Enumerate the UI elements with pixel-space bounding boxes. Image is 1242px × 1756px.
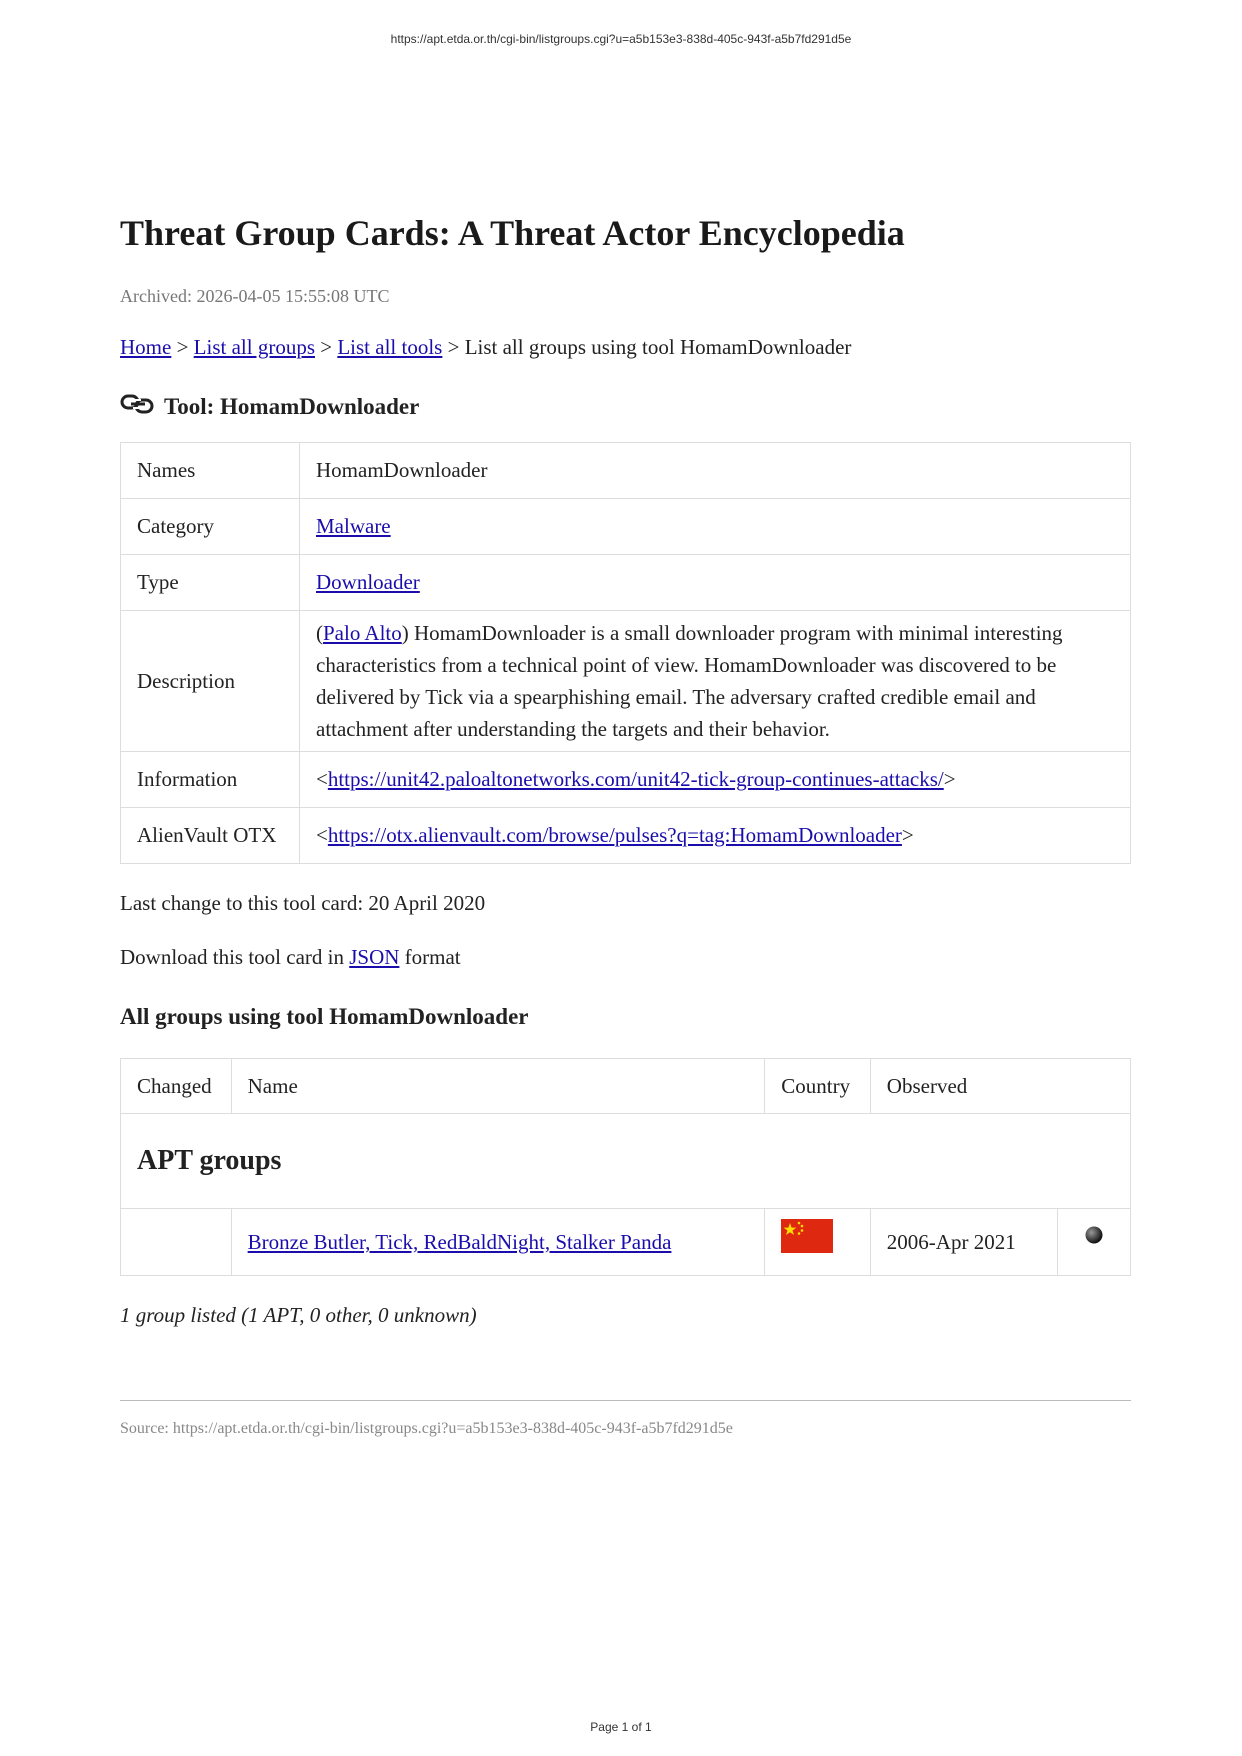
table-row <box>121 555 1131 611</box>
table-row <box>121 499 1131 555</box>
last-change-text: Last change to this tool card: 20 April 2020 <box>120 891 486 915</box>
breadcrumb-current: List all groups using tool HomamDownloader <box>464 335 852 359</box>
download-line <box>120 942 1131 972</box>
table-row <box>121 443 1131 499</box>
main-content <box>120 210 1131 1441</box>
archived-timestamp: Archived: 2026-04-05 15:55:08 UTC <box>120 286 390 306</box>
description-label: Description <box>121 611 300 752</box>
download-prefix: Download this tool card in <box>120 945 350 969</box>
description-open-paren: ( <box>316 621 323 645</box>
breadcrumb-separator: > <box>171 335 194 359</box>
groups-heading: All groups using tool HomamDownloader <box>120 1004 529 1029</box>
breadcrumb <box>120 332 1131 362</box>
type-label: Type <box>121 555 300 611</box>
angle-open: < <box>316 767 328 791</box>
type-cell <box>300 555 1131 611</box>
type-link[interactable]: Downloader <box>316 570 420 594</box>
row-observed: 2006-Apr 2021 <box>870 1209 1057 1276</box>
breadcrumb-separator: > <box>315 335 338 359</box>
information-label: Information <box>121 752 300 808</box>
row-name-cell <box>231 1209 765 1276</box>
page-header-url: https://apt.etda.or.th/cgi-bin/listgroups.cgi?u=a5b153e3-838d-405c-943f-a5b7fd291d5e <box>390 32 852 46</box>
section-row <box>121 1114 1131 1209</box>
source-line: Source: https://apt.etda.or.th/cgi-bin/listgroups.cgi?u=a5b153e3-838d-405c-943f-a5b7fd291d5e <box>120 1420 733 1437</box>
row-country-cell <box>765 1209 871 1276</box>
table-row <box>121 611 1131 752</box>
angle-open: < <box>316 823 328 847</box>
header-country: Country <box>765 1059 871 1114</box>
angle-close: > <box>943 767 956 791</box>
table-row <box>121 1209 1131 1276</box>
page-footer: Page 1 of 1 <box>590 1720 652 1734</box>
alienvault-label: AlienVault OTX <box>121 808 300 864</box>
section-apt-groups: APT groups <box>121 1114 1131 1209</box>
row-status-cell <box>1058 1209 1131 1276</box>
tool-heading <box>120 392 1131 422</box>
china-flag-icon <box>781 1219 833 1253</box>
tool-info-table <box>120 442 1131 864</box>
names-value: HomamDownloader <box>300 443 1131 499</box>
breadcrumb-separator: > <box>442 335 465 359</box>
alienvault-cell <box>300 808 1131 864</box>
tool-heading-text: Tool: HomamDownloader <box>164 394 420 419</box>
description-close-paren: ) <box>401 621 409 645</box>
page-title: Threat Group Cards: A Threat Actor Encyclopedia <box>120 213 905 253</box>
table-row <box>121 752 1131 808</box>
description-cell <box>300 611 1131 752</box>
table-header-row <box>121 1059 1131 1114</box>
row-changed <box>121 1209 232 1276</box>
breadcrumb-list-groups-link[interactable]: List all groups <box>193 335 315 359</box>
information-link[interactable]: https://unit42.paloaltonetworks.com/unit42-tick-group-continues-attacks/ <box>327 767 944 791</box>
description-text: HomamDownloader is a small downloader program with minimal interesting characteristics from a technical point of view. HomamDownloader was discovered to be delivered by Tick via a spearphishing email. The adversary crafted credible email and attachment after understanding the targets and their behavior. <box>316 621 1063 741</box>
category-cell <box>300 499 1131 555</box>
groups-table <box>120 1058 1131 1276</box>
category-link[interactable]: Malware <box>316 514 391 538</box>
group-name-link[interactable]: Bronze Butler, Tick, RedBaldNight, Stalker Panda <box>247 1230 672 1254</box>
groups-summary: 1 group listed (1 APT, 0 other, 0 unknown) <box>120 1303 477 1327</box>
link-icon <box>120 392 156 416</box>
alienvault-link[interactable]: https://otx.alienvault.com/browse/pulses?q=tag:HomamDownloader <box>327 823 902 847</box>
header-name: Name <box>231 1059 765 1114</box>
description-source-link[interactable]: Palo Alto <box>323 621 402 645</box>
header-observed: Observed <box>870 1059 1130 1114</box>
breadcrumb-list-tools-link[interactable]: List all tools <box>337 335 443 359</box>
information-cell <box>300 752 1131 808</box>
breadcrumb-home-link[interactable]: Home <box>120 335 172 359</box>
names-label: Names <box>121 443 300 499</box>
angle-close: > <box>901 823 914 847</box>
json-download-link[interactable]: JSON <box>349 945 400 969</box>
divider <box>120 1400 1131 1401</box>
category-label: Category <box>121 499 300 555</box>
download-suffix: format <box>399 945 461 969</box>
black-bullet-icon <box>1084 1221 1104 1241</box>
table-row <box>121 808 1131 864</box>
header-changed: Changed <box>121 1059 232 1114</box>
